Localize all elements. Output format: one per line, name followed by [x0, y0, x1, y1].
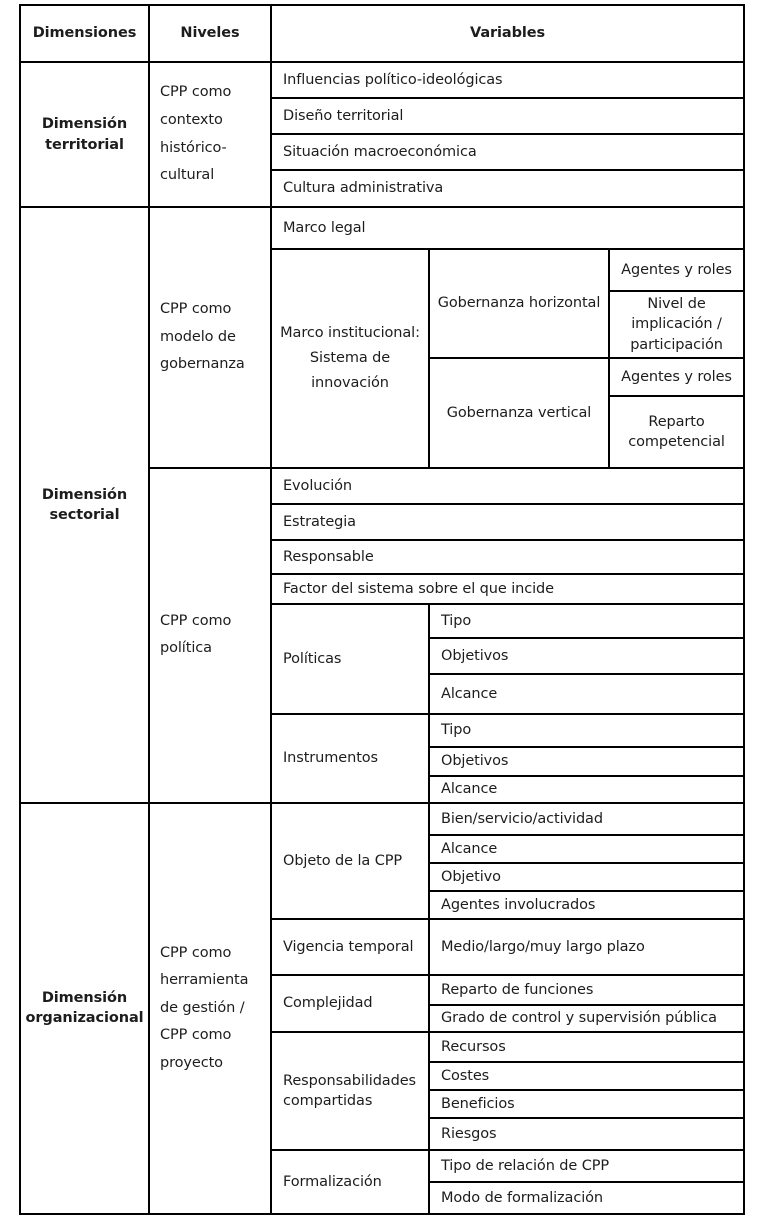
cell-var-gobernanza-vertical: Gobernanza vertical [429, 358, 609, 468]
cell-var-cultura-administrativa: Cultura administrativa [271, 170, 744, 207]
cell-var-politicas-objetivos: Objetivos [429, 638, 744, 674]
cell-var-agentes-y-roles-horizontal: Agentes y roles [609, 249, 744, 291]
cell-var-influencias-politico-ideologicas: Influencias político-ideológicas [271, 62, 744, 98]
cell-var-bien-servicio-actividad: Bien/servicio/actividad [429, 803, 744, 835]
cell-var-diseno-territorial: Diseño territorial [271, 98, 744, 134]
dimensions-levels-variables-table [19, 4, 745, 1215]
cell-var-politicas-alcance: Alcance [429, 674, 744, 714]
cell-var-responsabilidades-compartidas: Responsabilidades compartidas [271, 1032, 429, 1150]
cell-var-marco-institucional: Marco institucional: Sistema de innovación [271, 249, 429, 468]
cell-var-formalizacion: Formalización [271, 1150, 429, 1214]
header-cell-variables: Variables [271, 5, 744, 62]
cell-var-instrumentos-alcance: Alcance [429, 776, 744, 803]
cell-var-vigencia-temporal: Vigencia temporal [271, 919, 429, 975]
cell-level-cpp-como-politica: CPP como política [149, 468, 271, 803]
cell-var-gobernanza-horizontal: Gobernanza horizontal [429, 249, 609, 358]
cell-var-instrumentos-objetivos: Objetivos [429, 747, 744, 776]
cell-level-modelo-de-gobernanza: CPP como modelo de gobernanza [149, 207, 271, 468]
cell-var-recursos: Recursos [429, 1032, 744, 1062]
cell-var-politicas: Políticas [271, 604, 429, 714]
cell-var-situacion-macroeconomica: Situación macroeconómica [271, 134, 744, 170]
cell-var-reparto-de-funciones: Reparto de funciones [429, 975, 744, 1005]
cell-var-reparto-competencial: Reparto competencial [609, 396, 744, 468]
cell-level-herramienta-gestion-proyecto: CPP como herramienta de gestión / CPP como proyecto [149, 803, 271, 1214]
cell-var-complejidad: Complejidad [271, 975, 429, 1032]
cell-dimension-sectorial: Dimensión sectorial [20, 207, 149, 803]
cell-var-costes: Costes [429, 1062, 744, 1090]
cell-var-agentes-y-roles-vertical: Agentes y roles [609, 358, 744, 396]
cell-var-factor-del-sistema: Factor del sistema sobre el que incide [271, 574, 744, 604]
cell-var-modo-formalizacion: Modo de formalización [429, 1182, 744, 1214]
header-cell-niveles: Niveles [149, 5, 271, 62]
cell-var-objeto-alcance: Alcance [429, 835, 744, 863]
cell-var-medio-largo-plazo: Medio/largo/muy largo plazo [429, 919, 744, 975]
cell-var-marco-legal: Marco legal [271, 207, 744, 249]
cell-var-agentes-involucrados: Agentes involucrados [429, 891, 744, 919]
table-header-row [20, 5, 744, 62]
table-row [20, 803, 744, 835]
table-row [20, 62, 744, 98]
header-cell-dimensiones: Dimensiones [20, 5, 149, 62]
cell-var-instrumentos: Instrumentos [271, 714, 429, 803]
cell-var-riesgos: Riesgos [429, 1118, 744, 1150]
cell-var-tipo-relacion-cpp: Tipo de relación de CPP [429, 1150, 744, 1182]
cell-var-evolucion: Evolución [271, 468, 744, 504]
cell-var-instrumentos-tipo: Tipo [429, 714, 744, 747]
cell-dimension-organizacional: Dimensión organizacional [20, 803, 149, 1214]
cell-var-beneficios: Beneficios [429, 1090, 744, 1118]
cell-var-politicas-tipo: Tipo [429, 604, 744, 638]
table-row [20, 207, 744, 249]
cell-var-estrategia: Estrategia [271, 504, 744, 540]
cell-var-grado-de-control: Grado de control y supervisión pública [429, 1005, 744, 1032]
cell-level-contexto-historico-cultural: CPP como contexto histórico-cultural [149, 62, 271, 207]
cell-dimension-territorial: Dimensión territorial [20, 62, 149, 207]
cell-var-nivel-implicacion-participacion: Nivel de implicación / participación [609, 291, 744, 358]
cell-var-objeto-objetivo: Objetivo [429, 863, 744, 891]
cell-var-responsable: Responsable [271, 540, 744, 574]
cell-var-objeto-de-la-cpp: Objeto de la CPP [271, 803, 429, 919]
